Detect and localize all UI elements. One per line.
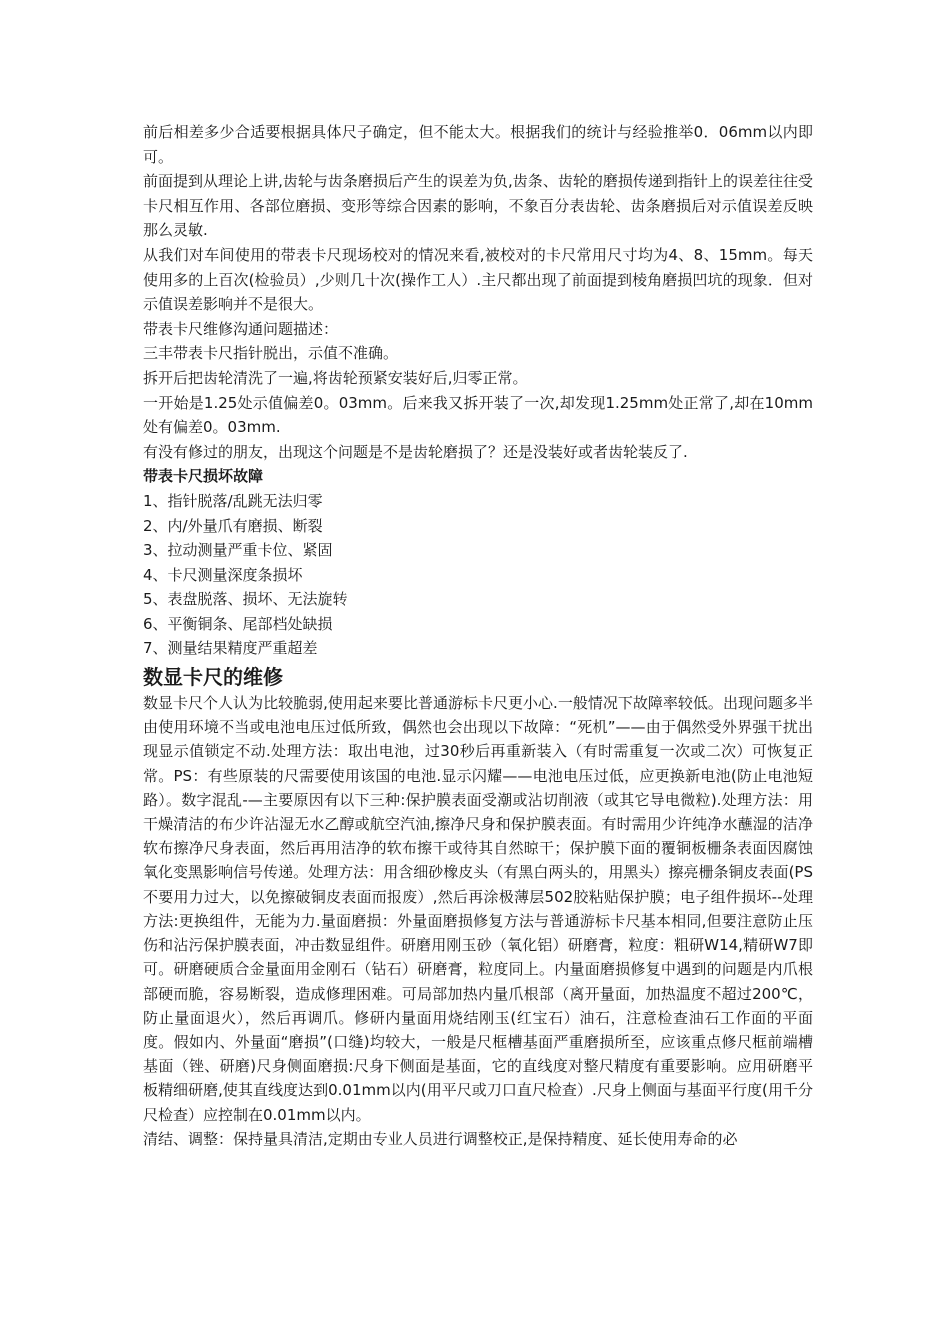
- fault-list-item: 6、平衡铜条、尾部档处缺损: [143, 614, 333, 633]
- problem-line-3: 一开始是1.25处示值偏差0。03mm。后来我又拆开装了一次,却发现1.25mm处正常了,却在10mm处有偏差0。03mm.: [143, 393, 813, 437]
- problem-description-label: 带表卡尺维修沟通问题描述：: [143, 319, 339, 338]
- problem-line-1: 三丰带表卡尺指针脱出，示值不准确。: [143, 344, 399, 363]
- closing-paragraph: 清结、调整：保持量具清洁,定期由专业人员进行调整校正,是保持精度、延长使用寿命的必: [143, 1129, 738, 1148]
- problem-line-2: 拆开后把齿轮清洗了一遍,将齿轮预紧安装好后,归零正常。: [143, 368, 528, 387]
- fault-list-item: 5、表盘脱落、损坏、无法旋转: [143, 590, 348, 609]
- document-page: [143, 120, 813, 1151]
- intro-paragraph-3: 从我们对车间使用的带表卡尺现场校对的情况来看,被校对的卡尺常用尺寸均为4、8、15mm。每天使用多的上百次(检验员）,少则几十次(操作工人）.主尺都出现了前面提到棱角磨损凹坑的现象．但对示值误差影响并不是很大。: [143, 245, 813, 314]
- fault-list-item: 2、内/外量爪有磨损、断裂: [143, 516, 323, 535]
- fault-section-title: 带表卡尺损坏故障: [143, 467, 264, 486]
- problem-line-4: 有没有修过的朋友，出现这个问题是不是齿轮磨损了？还是没装好或者齿轮装反了.: [143, 442, 688, 461]
- fault-list-item: 3、拉动测量严重卡位、紧固: [143, 541, 333, 560]
- digital-caliper-body: 数显卡尺个人认为比较脆弱,使用起来要比普通游标卡尺更小心.一般情况下故障率较低。出现问题多半由使用环境不当或电池电压过低所致，偶然也会出现以下故障：“死机”——由于偶然受外界强干扰出现显示值锁定不动.处理方法：取出电池，过30秒后再重新装入（有时需重复一次或二次）可恢复正常。PS：有些原装的尺需要使用该国的电池.显示闪耀——电池电压过低，应更换新电池(防止电池短路）。数字混乱-—主要原因有以下三种:保护膜表面受潮或沾切削液（或其它导电微粒).处理方法：用干燥清洁的布少许沾湿无水乙醇或航空汽油,擦净尺身和保护膜表面。有时需用少许纯净水蘸湿的洁净软布擦净尺身表面，然后再用洁净的软布擦干或待其自然晾干；保护膜下面的覆铜板栅条表面因腐蚀氧化变黑影响信号传递。处理方法：用含细砂橡皮头（有黑白两头的，用黑头）擦亮栅条铜皮表面(PS不要用力过大，以免擦破铜皮表面而报废）,然后再涂极薄层502胶粘贴保护膜；电子组件损坏--处理方法:更换组件，无能为力.量面磨损：外量面磨损修复方法与普通游标卡尺基本相同,但要注意防止压伤和沾污保护膜表面，冲击数显组件。研磨用刚玉砂（氧化铝）研磨膏，粒度：粗研W14,精研W7即可。研磨硬质合金量面用金刚石（钻石）研磨膏，粒度同上。内量面磨损修复中遇到的问题是内爪根部硬而脆，容易断裂，造成修理困难。可局部加热内量爪根部（离开量面，加热温度不超过200℃，防止量面退火），然后再调爪。修研内量面用烧结刚玉(红宝石）油石，注意检查油石工作面的平面度。假如内、外量面“磨损”(口缝)均较大，一般是尺框槽基面严重磨损所至，应该重点修尺框前端槽基面（锉、研磨)尺身侧面磨损:尺身下侧面是基面，它的直线度对整尺精度有重要影响。应用研磨平板精细研磨,使其直线度达到0.01mm以内(用平尺或刀口直尺检查）.尺身上侧面与基面平行度(用千分尺检查）应控制在0.01mm以内。: [143, 694, 813, 1124]
- intro-paragraph-1: 前后相差多少合适要根据具体尺子确定，但不能太大。根据我们的统计与经验推举0．06mm以内即可。: [143, 123, 813, 166]
- fault-list: [143, 489, 813, 661]
- fault-list-item: 1、指针脱落/乱跳无法归零: [143, 491, 323, 510]
- fault-list-item: 7、测量结果精度严重超差: [143, 639, 318, 658]
- digital-caliper-heading: 数显卡尺的维修: [143, 665, 283, 690]
- fault-list-item: 4、卡尺测量深度条损坏: [143, 565, 303, 584]
- intro-paragraph-2: 前面提到从理论上讲,齿轮与齿条磨损后产生的误差为负,齿条、齿轮的磨损传递到指针上的误差往往受卡尺相互作用、各部位磨损、变形等综合因素的影响，不象百分表齿轮、齿条磨损后对示值误差反映那么灵敏.: [143, 172, 813, 240]
